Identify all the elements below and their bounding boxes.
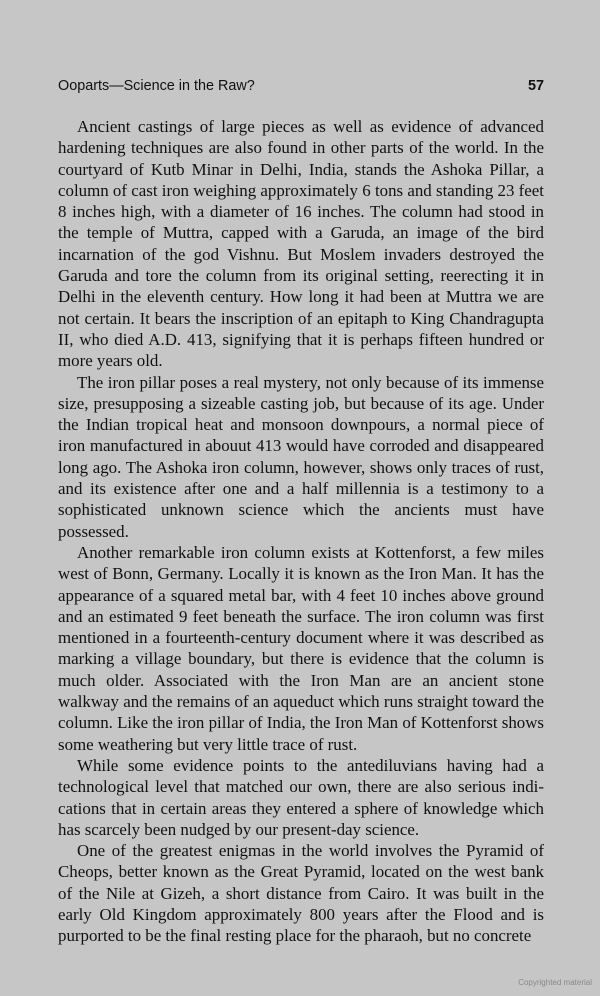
paragraph: Ancient castings of large pieces as well as evidence of advanced hardening techniques are also found in other parts of the world. In the courtyard of Kutb Minar in Delhi, India, stands the Ashoka Pillar, a column of cast iron weighing approximately 6 tons and standing 23 feet 8 inches high, with a diameter of 16 inches. The column had stood in the temple of Muttra, capped with a Garuda, an image of the bird incarnation of the god Vishnu. But Moslem invaders destroyed the Garuda and tore the column from its original setting, reerecting it in Delhi in the eleventh century. How long it had been at Muttra we are not certain. It bears the inscription of an epitaph to King Chandragupta II, who died A.D. 413, signifying that it is perhaps fifteen hundred or more years old. bbox=[58, 117, 544, 371]
page-number: 57 bbox=[527, 78, 544, 94]
running-head: Ooparts—Science in the Raw? bbox=[58, 78, 255, 94]
paragraph: Another remarkable iron column exists at Kottenforst, a few miles west of Bonn, Germany. Locally it is known as the Iron Man. It has the appearance of a squared metal bar, with 4 feet 10 inches above ground and an estimated 9 feet beneath the surface. The iron column was first mentioned in a fourteenth-century document where it was described as marking a village boundary, but there is evidence that the column is much older. Associated with the Iron Man are an ancient stone walkway and the remains of an aqueduct which runs straight toward the column. Like the iron pillar of India, the Iron Man of Kottenforst shows some weathering but very little trace of rust. bbox=[58, 542, 544, 754]
page-header bbox=[58, 78, 544, 98]
paragraph: One of the greatest enigmas in the world involves the Pyramid of Cheops, better known as the Great Pyramid, located on the west bank of the Nile at Gizeh, a short distance from Cairo. It was built in the early Old Kingdom approximately 800 years after the Flood and is purported to be the final resting place for the pharaoh, but no concrete bbox=[58, 841, 544, 946]
copyright-watermark: Copyrighted material bbox=[518, 978, 592, 987]
paragraph: The iron pillar poses a real mystery, not only because of its immense size, presupposing a sizeable casting job, but because of its age. Under the Indian tropical heat and monsoon downpours, a normal piece of iron manufactured in abouut 413 would have corroded and disappeared long ago. The Ashoka iron column, however, shows only traces of rust, and its existence after one and a half millennia is a testimony to a sophisticated unknown science which the ancients must have possessed. bbox=[58, 372, 544, 541]
paragraph: While some evidence points to the antediluvians having had a technological level that matched our own, there are also serious indications that in certain areas they entered a sphere of knowledge which has scarcely been nudged by our present-day science. bbox=[58, 755, 544, 839]
body-text bbox=[58, 116, 544, 947]
